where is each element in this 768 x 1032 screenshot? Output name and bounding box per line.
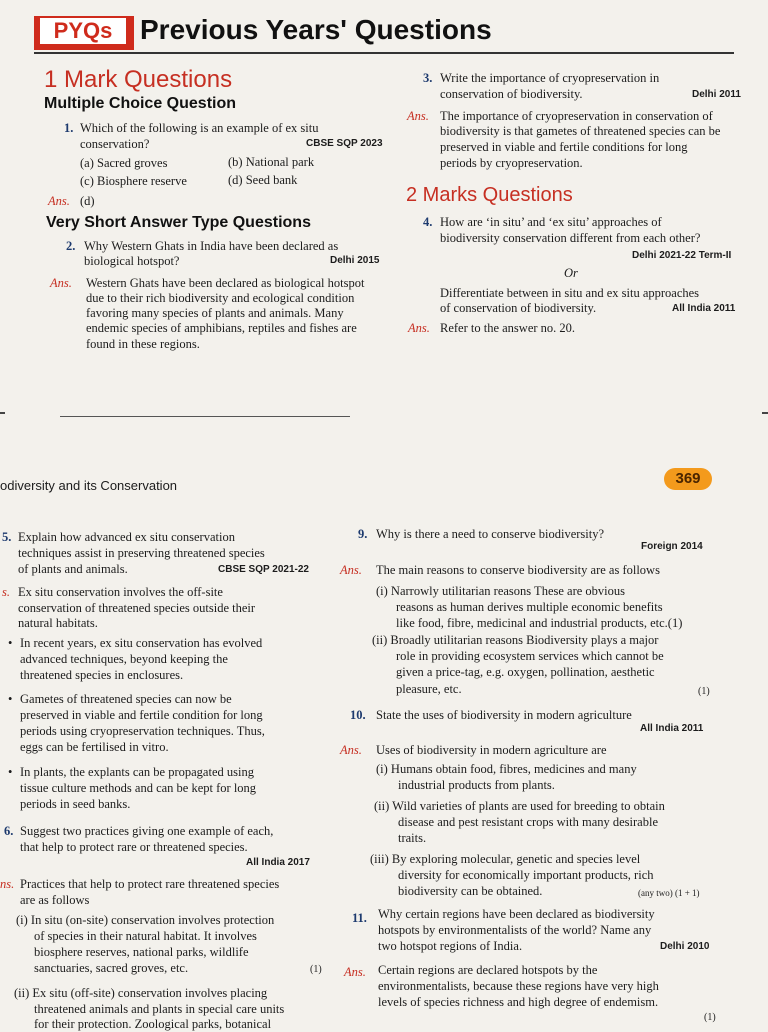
q10-ii-line3: traits. [398,831,427,845]
pyq-badge-label: PYQs [40,18,126,44]
q2-number: 2. [66,239,76,253]
bullet-1-line2: advanced techniques, beyond keeping the [20,652,228,666]
q5-number: 5. [2,530,12,544]
q2-line2: biological hotspot? [84,254,180,268]
q4-answer-label: Ans. [408,321,430,335]
q9-answer-label: Ans. [340,563,362,577]
q6-number: 6. [4,824,14,838]
q3-answer-line2: biodiversity is that gametes of threatened species can be [440,124,721,138]
q6-line1: Suggest two practices giving one example of each, [20,824,274,838]
q2-line1: Why Western Ghats in India have been declared as [84,239,339,253]
q5-line2: techniques assist in preserving threatened species [18,546,265,560]
q11-mark: (1) [704,1012,716,1023]
q9-source: Foreign 2014 [641,541,703,552]
banner-rule [34,52,734,54]
q6-answer-line1: Practices that help to protect rare threatened species [20,877,280,891]
bullet-3-line1: In plants, the explants can be propagated using [20,765,254,779]
q1-number: 1. [64,121,74,135]
q3-answer-label: Ans. [407,109,429,123]
q5-source: CBSE SQP 2021-22 [218,564,309,575]
bullet-1-line1: In recent years, ex situ conservation has evolved [20,636,263,650]
q9-i-line1: (i) Narrowly utilitarian reasons These are obvious [376,584,625,598]
q5-answer-line1: Ex situ conservation involves the off-site [18,585,223,599]
q1-answer-label: Ans. [48,194,70,208]
q1-line1: Which of the following is an example of ex situ [80,121,319,135]
q10-answer-label: Ans. [340,743,362,757]
banner-title: Previous Years' Questions [140,14,492,45]
q2-answer-line3: favoring many species of plants and animals. Many [86,306,344,320]
q9-ii-line4: pleasure, etc. [396,682,462,696]
q11-answer-label: Ans. [344,965,366,979]
page-divider [60,416,350,417]
q2-answer-label: Ans. [50,276,72,290]
edge-mark-right [762,412,768,414]
q6-i-line1: (i) In situ (on-site) conservation involves protection [16,913,275,927]
q4-source: Delhi 2021-22 Term-II [632,250,732,261]
bullet-3-line3: periods in seed banks. [20,797,131,811]
q9-i-line2: reasons as human derives multiple economic benefits [396,600,663,614]
q11-answer-line1: Certain regions are declared hotspots by the [378,963,598,977]
q1-option-d: (d) Seed bank [228,173,298,187]
q10-i-line2: industrial products from plants. [398,778,555,792]
edge-mark-left [0,412,5,414]
q3-source: Delhi 2011 [692,89,741,100]
q11-answer-line3: levels of species richness and high degree of endemism. [378,995,659,1009]
q10-iii-line1: (iii) By exploring molecular, genetic and species level [370,852,641,866]
one-mark-heading: 1 Mark Questions [44,66,233,93]
q6-i-line2: of species in their natural habitat. It involves [34,929,257,943]
bullet-1-marker: • [8,636,13,650]
q4-alt-line2: of conservation of biodiversity. [440,301,597,315]
q4-number: 4. [423,215,433,229]
page-number: 369 [664,468,712,490]
bullet-2-line1: Gametes of threatened species can now be [20,692,232,706]
q2-answer-line2: due to their rich biodiversity and ecological condition [86,291,355,305]
q9-ii-line2: role in providing ecosystem services which cannot be [396,649,664,663]
bullet-3-marker: • [8,765,13,779]
q10-number: 10. [350,708,366,722]
q11-source: Delhi 2010 [660,941,710,952]
q10-iii-line3: biodiversity can be obtained. [398,884,543,898]
q11-line1: Why certain regions have been declared as biodiversity [378,907,655,921]
q6-i-mark: (1) [310,964,322,975]
q2-answer-line4: endemic species of amphibians, reptiles and fishes are [86,321,357,335]
q5-line3: of plants and animals. [18,562,128,576]
running-head: odiversity and its Conservation [0,478,178,493]
q6-source: All India 2017 [246,857,310,868]
q5-answer-line3: natural habitats. [18,616,98,630]
q2-answer-line1: Western Ghats have been declared as biological hotspot [86,276,365,290]
q9-ii-mark: (1) [698,686,710,697]
q9-ii-line3: given a price-tag, e.g. oxygen, pollination, aesthetic [396,665,655,679]
q3-line1: Write the importance of cryopreservation in [440,71,660,85]
bullet-2-marker: • [8,692,13,706]
q4-alt-source: All India 2011 [672,303,736,314]
q4-line1: How are ‘in situ’ and ‘ex situ’ approaches of [440,215,662,229]
q4-answer-text: Refer to the answer no. 20. [440,321,576,335]
q11-line3: two hotspot regions of India. [378,939,523,953]
q9-ii-line1: (ii) Broadly utilitarian reasons Biodiversity plays a major [372,633,659,647]
q3-answer-line4: periods by cryopreservation. [440,156,583,170]
q10-answer-intro: Uses of biodiversity in modern agriculture are [376,743,607,757]
q10-ii-line1: (ii) Wild varieties of plants are used for breeding to obtain [374,799,665,813]
q6-ii-line3: for their protection. Zoological parks, botanical [34,1017,272,1031]
q6-line2: that help to protect rare or threatened species. [20,840,248,854]
q3-answer-line3: preserved in viable and fertile conditions for long [440,140,688,154]
q1-answer-value: (d) [80,194,95,208]
q3-answer-line1: The importance of cryopreservation in conservation of [440,109,713,123]
q10-i-line1: (i) Humans obtain food, fibres, medicines and many [376,762,637,776]
q1-option-c: (c) Biosphere reserve [80,174,187,188]
q11-number: 11. [352,911,367,925]
q11-line2: hotspots by environmentalists of the world? Name any [378,923,652,937]
q10-ii-line2: disease and pest resistant crops with many desirable [398,815,658,829]
q6-i-line3: biosphere reserves, national parks, wildlife [34,945,249,959]
q6-ii-line2: threatened animals and plants in special care units [34,1002,285,1016]
bullet-3-line2: tissue culture methods and can be kept for long [20,781,257,795]
q9-answer-intro: The main reasons to conserve biodiversity are as follows [376,563,660,577]
q5-line1: Explain how advanced ex situ conservation [18,530,235,544]
q5-answer-line2: conservation of threatened species outside their [18,601,256,615]
q10-iii-mark: (any two) (1 + 1) [638,888,700,898]
bullet-2-line3: periods using cryopreservation techniques. Thus, [20,724,265,738]
q10-source: All India 2011 [640,723,704,734]
q3-line2: conservation of biodiversity. [440,87,583,101]
q9-line1: Why is there a need to conserve biodiversity? [376,527,605,541]
q6-answer-label: ns. [0,877,15,891]
q6-answer-line2: are as follows [20,893,90,907]
bullet-1-line3: threatened species in enclosures. [20,668,184,682]
q4-line2: biodiversity conservation different from each other? [440,231,701,245]
q9-i-line3: like food, fibre, medicinal and industrial products, etc.(1) [396,616,683,630]
q4-alt-line1: Differentiate between in situ and ex situ approaches [440,286,700,300]
pyq-banner [34,10,734,54]
two-mark-heading: 2 Marks Questions [406,184,573,206]
mcq-heading: Multiple Choice Question [44,95,237,112]
q10-iii-line2: diversity for economically important products, rich [398,868,654,882]
q1-source: CBSE SQP 2023 [306,138,383,149]
q1-option-b: (b) National park [228,155,315,169]
q4-or: Or [564,266,578,280]
q1-line2: conservation? [80,137,150,151]
q6-ii-line1: (ii) Ex situ (off-site) conservation involves placing [14,986,268,1000]
q11-answer-line2: environmentalists, because these regions have very high [378,979,659,993]
q1-option-a: (a) Sacred groves [80,156,168,170]
bullet-2-line2: preserved in viable and fertile condition for long [20,708,263,722]
q6-i-line4: sanctuaries, sacred groves, etc. [34,961,189,975]
bullet-2-line4: eggs can be fertilised in vitro. [20,740,169,754]
vsa-heading: Very Short Answer Type Questions [46,214,311,231]
pyq-badge [34,16,134,50]
q2-source: Delhi 2015 [330,255,380,266]
q3-number: 3. [423,71,433,85]
q10-line1: State the uses of biodiversity in modern agriculture [376,708,632,722]
q5-answer-label: s. [2,585,10,599]
q9-number: 9. [358,527,368,541]
q2-answer-line5: found in these regions. [86,337,200,351]
